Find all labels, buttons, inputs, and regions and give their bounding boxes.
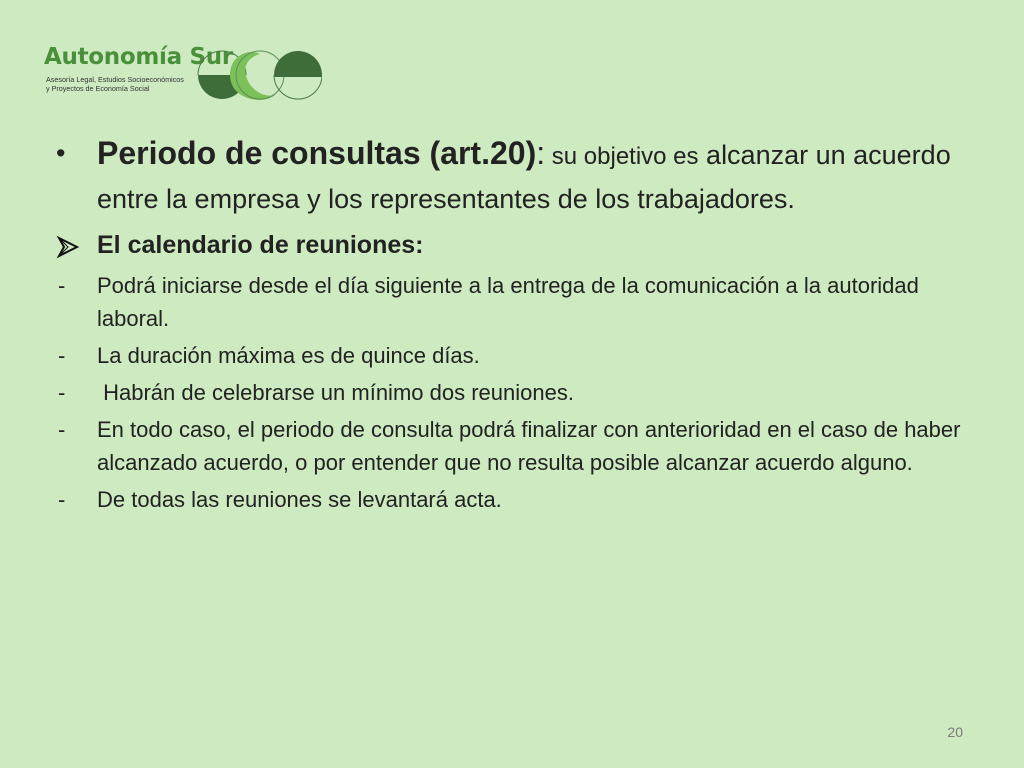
list-item-text: La duración máxima es de quince días. bbox=[97, 343, 480, 368]
list-item-text: Podrá iniciarse desde el día siguiente a la entrega de la comunicación a la autoridad laboral. bbox=[97, 273, 919, 331]
list-item-text: En todo caso, el periodo de consulta podrá finalizar con anterioridad en el caso de haber alcanzado acuerdo, o por entender que no resulta posible alcanzar acuerdo alguno. bbox=[97, 417, 961, 475]
logo-title: Autonomía Sur bbox=[44, 44, 233, 70]
list-item-text: Habrán de celebrarse un mínimo dos reuniones. bbox=[97, 380, 574, 405]
main-bullet-item bbox=[56, 132, 966, 221]
list-item bbox=[56, 269, 966, 335]
arrow-bullet-icon bbox=[56, 231, 92, 271]
sub-heading-item bbox=[56, 225, 966, 265]
list-item bbox=[56, 413, 966, 479]
logo-subtitle-line2: y Proyectos de Economía Social bbox=[46, 84, 150, 93]
bullet-marker: • bbox=[56, 138, 66, 168]
list-item-text: De todas las reuniones se levantará acta. bbox=[97, 487, 502, 512]
list-item bbox=[56, 483, 966, 516]
slide-content bbox=[56, 132, 966, 516]
dash-marker: - bbox=[58, 417, 66, 442]
list-item bbox=[56, 376, 966, 409]
dash-marker: - bbox=[58, 343, 66, 368]
logo-subtitle bbox=[46, 75, 184, 93]
main-title: Periodo de consultas (art.20) bbox=[97, 135, 537, 171]
sub-heading-text: El calendario de reuniones: bbox=[97, 231, 424, 259]
dash-marker: - bbox=[58, 273, 66, 298]
dash-marker: - bbox=[58, 487, 66, 512]
logo-mark-icon bbox=[190, 44, 322, 106]
main-title-separator: : bbox=[536, 135, 546, 171]
logo-subtitle-line1: Asesoría Legal, Estudios Socioeconómicos bbox=[46, 75, 184, 84]
main-lead-text: su objetivo es bbox=[545, 143, 699, 170]
page-number: 20 bbox=[947, 724, 963, 740]
list-item bbox=[56, 339, 966, 372]
company-logo bbox=[40, 44, 330, 106]
main-body-text: alcanzar un acuerdo entre la empresa y los representantes de los trabajadores. bbox=[97, 140, 951, 214]
dash-marker: - bbox=[58, 380, 66, 405]
